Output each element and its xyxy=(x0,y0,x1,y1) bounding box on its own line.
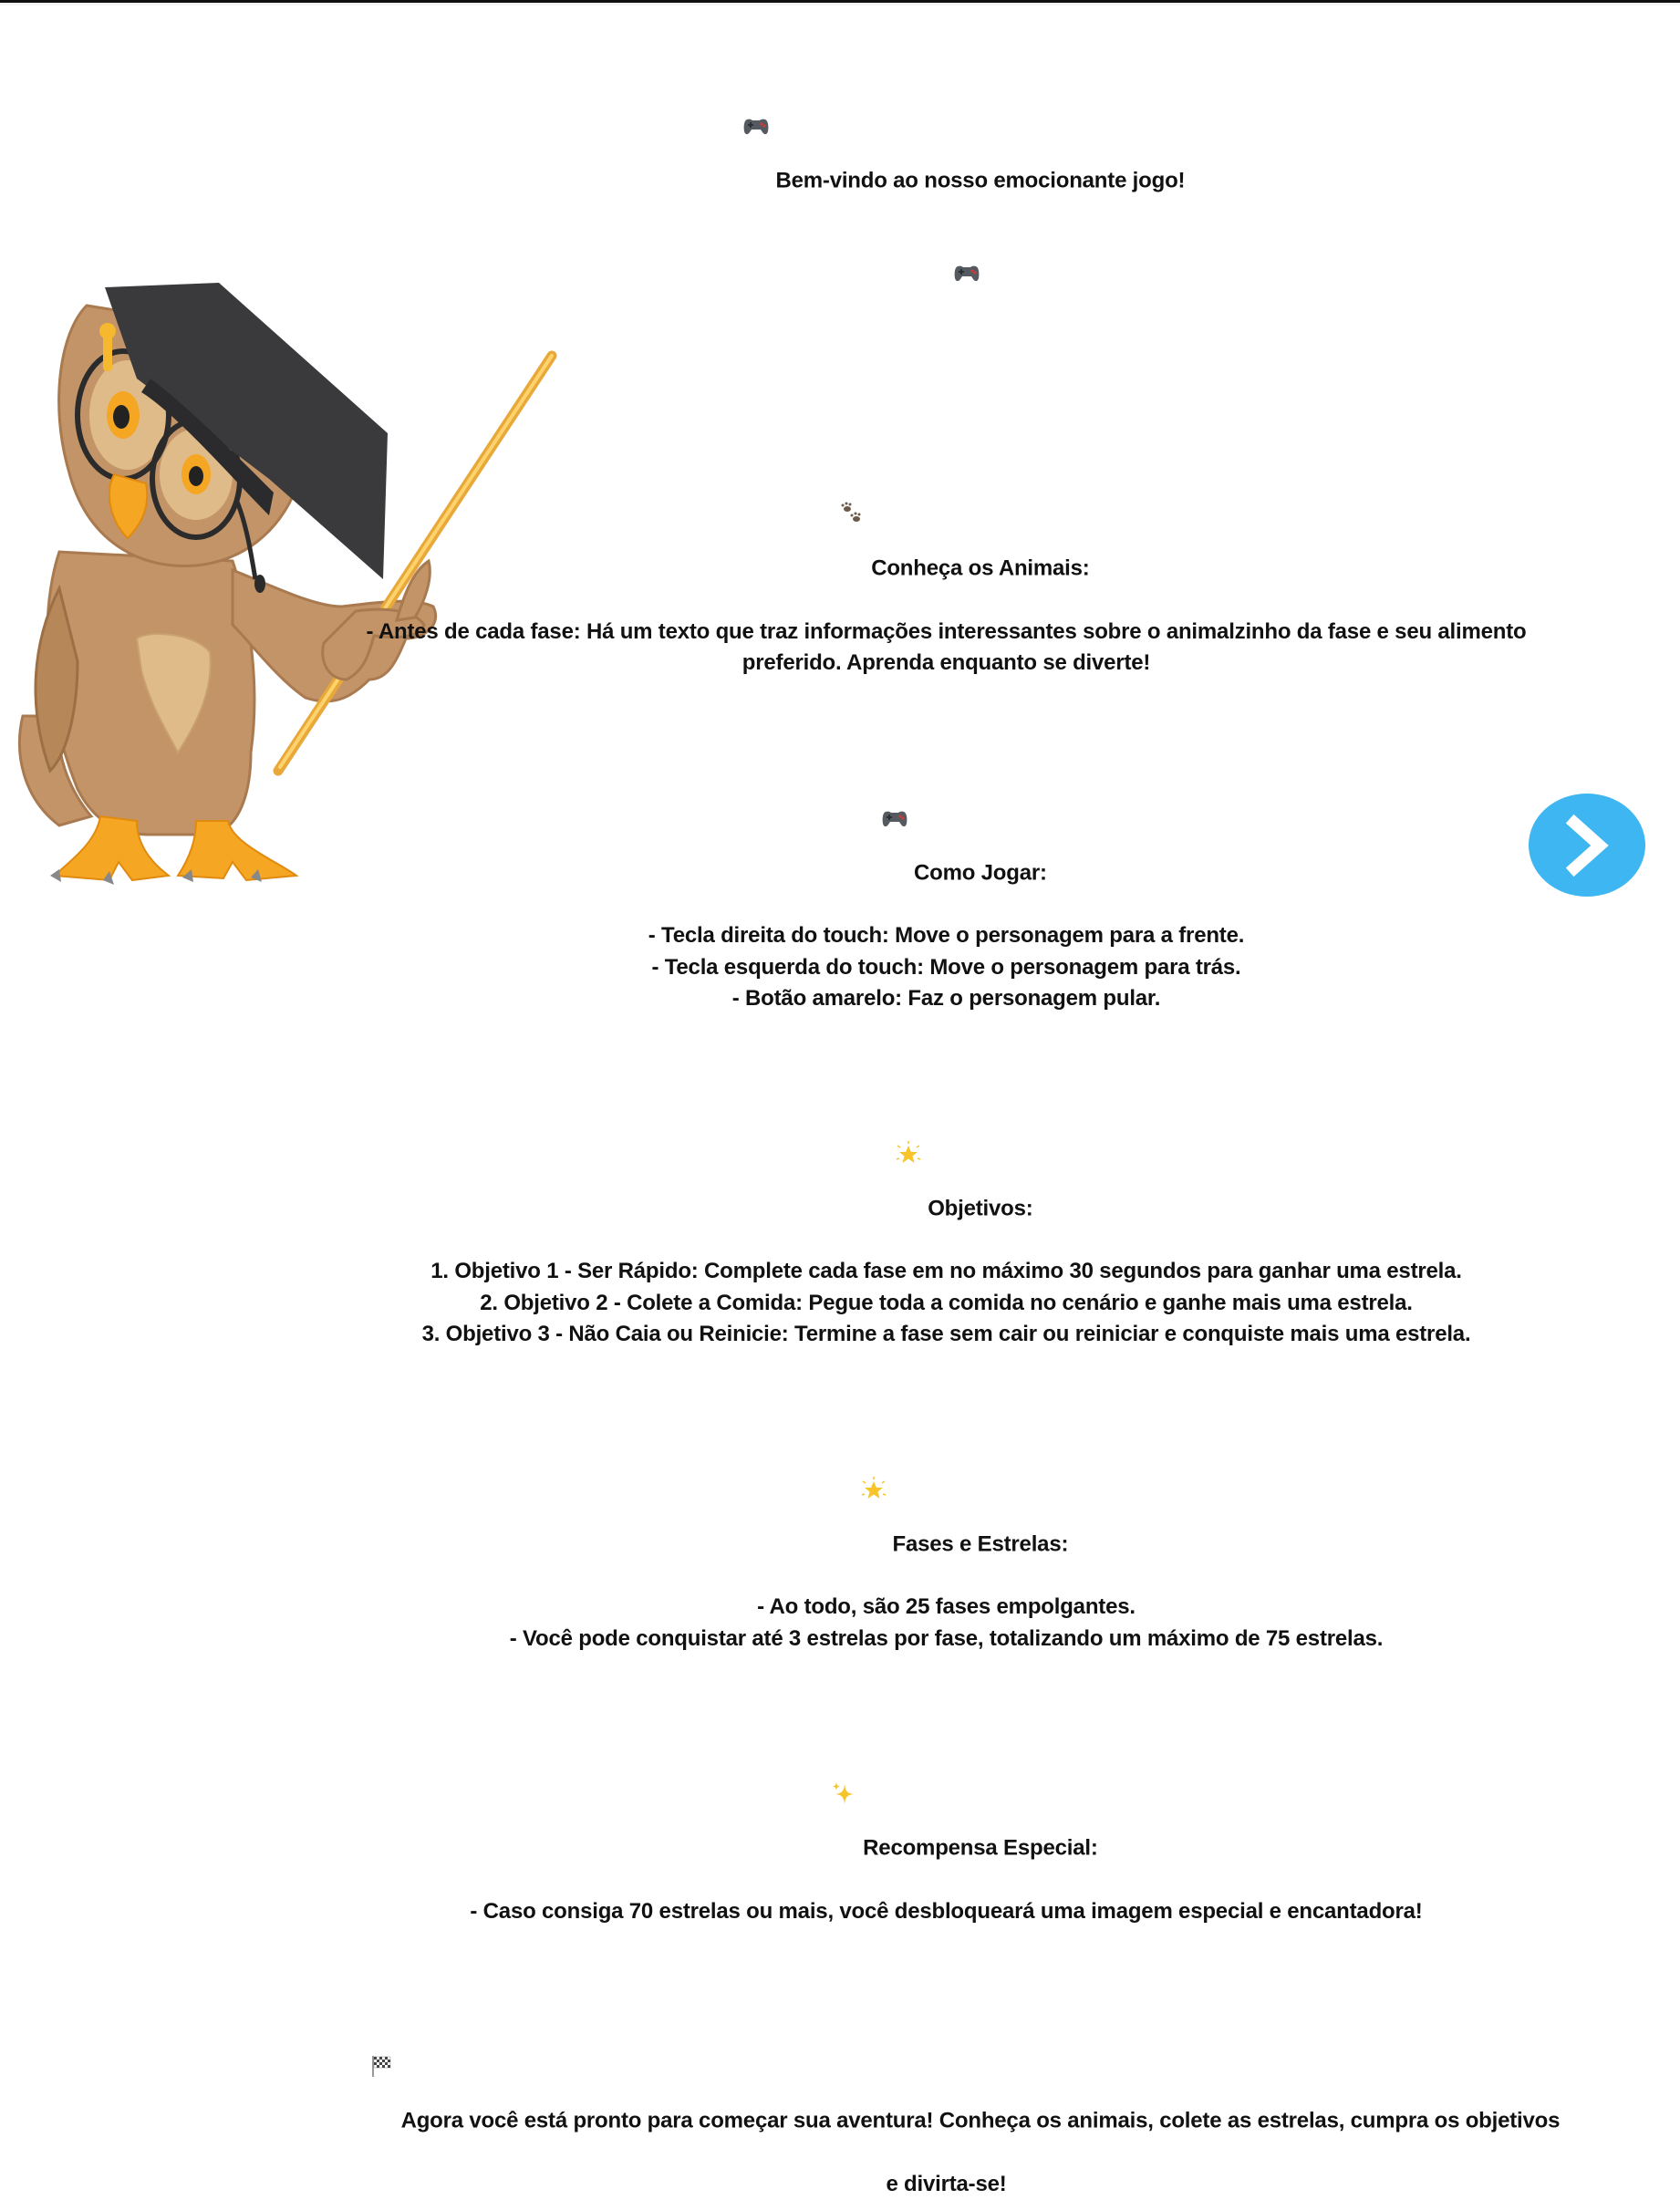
objective-line: 1. Objetivo 1 - Ser Rápido: Complete cada fase em no máximo 30 segundos para ganhar uma estrela. xyxy=(328,1256,1564,1288)
animals-line: preferido. Aprenda enquanto se diverte! xyxy=(328,648,1564,680)
instructions-screen xyxy=(0,0,1680,925)
special-reward-line: - Caso consiga 70 estrelas ou mais, você desbloqueará uma imagem especial e encantadora! xyxy=(328,1896,1564,1928)
animals-line: - Antes de cada fase: Há um texto que traz informações interessantes sobre o animalzinho da fase e seu alimento xyxy=(328,617,1564,649)
objective-line: 2. Objetivo 2 - Colete a Comida: Pegue toda a comida no cenário e ganhe mais uma estrela. xyxy=(328,1288,1564,1320)
phases-stars-line: - Você pode conquistar até 3 estrelas por fase, totalizando um máximo de 75 estrelas. xyxy=(328,1624,1564,1655)
objectives-heading: Objetivos: xyxy=(328,1046,1564,1256)
how-to-play-line: - Botão amarelo: Faz o personagem pular. xyxy=(328,983,1564,1015)
checkered-flag-icon xyxy=(368,1990,396,2016)
next-button[interactable] xyxy=(1529,794,1645,897)
objective-line: 3. Objetivo 3 - Não Caia ou Reinicie: Termine a fase sem cair ou reiniciar e conquiste mais uma estrela. xyxy=(328,1319,1564,1351)
how-to-play-heading: Como Jogar: xyxy=(328,711,1564,920)
paw-prints-icon xyxy=(838,438,866,463)
chevron-right-icon xyxy=(1529,794,1645,897)
animals-heading: Conheça os Animais: xyxy=(328,407,1564,617)
top-border-shadow xyxy=(0,3,1680,5)
closing-line: Agora você está pronto para começar sua aventura! Conheça os animais, colete as estrelas, cumpra os objetivos xyxy=(328,1959,1564,2169)
closing-line: e divirta-se! xyxy=(328,2169,1564,2200)
how-to-play-line: - Tecla esquerda do touch: Move o personagem para trás. xyxy=(328,952,1564,984)
glowing-star-icon xyxy=(860,1414,887,1439)
special-reward-heading: Recompensa Especial: xyxy=(328,1686,1564,1896)
how-to-play-line: - Tecla direita do touch: Move o personagem para a frente. xyxy=(328,920,1564,952)
glowing-star-icon xyxy=(895,1078,922,1104)
sparkles-icon xyxy=(830,1717,857,1743)
game-controller-icon xyxy=(881,742,908,768)
phases-stars-line: - Ao todo, são 25 fases empolgantes. xyxy=(328,1592,1564,1624)
instructions-text xyxy=(328,18,1564,2200)
welcome-title: Bem-vindo ao nosso emocionante jogo! xyxy=(328,18,1564,375)
phases-stars-heading: Fases e Estrelas: xyxy=(328,1382,1564,1592)
game-controller-icon xyxy=(742,50,770,76)
game-controller-icon xyxy=(953,197,980,223)
